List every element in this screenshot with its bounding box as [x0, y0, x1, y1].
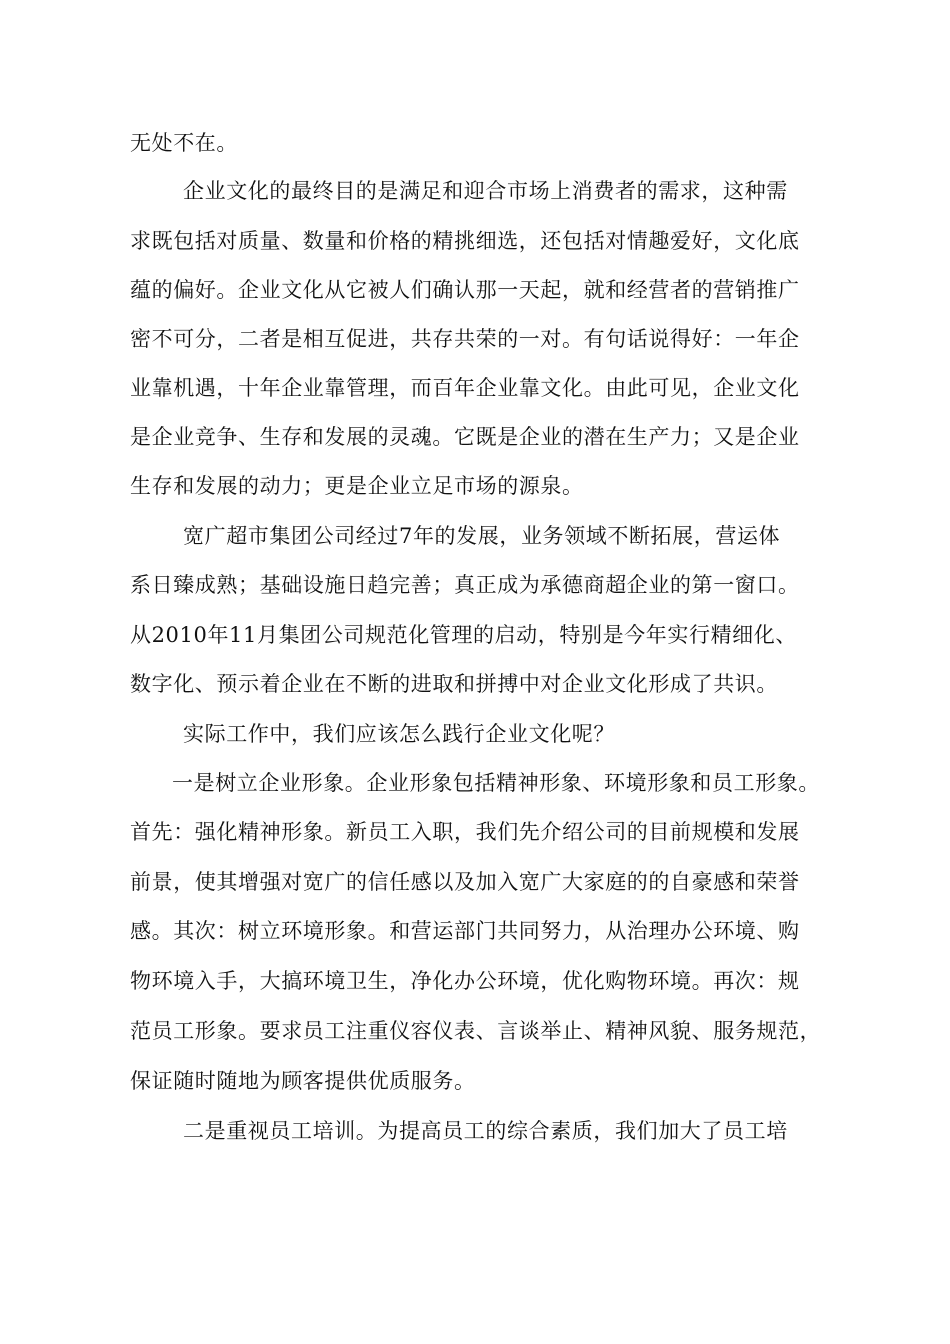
- text-line-1: 无处不在。: [130, 131, 238, 155]
- text-line-18: 物环境入手，大搞环境卫生，净化办公环境，优化购物环境。再次：规: [130, 969, 800, 993]
- text-line-7: 是企业竞争、生存和发展的灵魂。它既是企业的潜在生产力；又是企业: [130, 425, 800, 449]
- text-line-14: 一是树立企业形象。企业形象包括精神形象、环境形象和员工形象。: [172, 771, 820, 795]
- text-line-10: 系日臻成熟；基础设施日趋完善；真正成为承德商超企业的第一窗口。: [130, 573, 800, 597]
- text-line-8: 生存和发展的动力；更是企业立足市场的源泉。: [130, 474, 584, 498]
- text-line-9: 宽广超市集团公司经过7年的发展，业务领域不断拓展，营运体: [183, 524, 781, 548]
- text-line-17: 感。其次：树立环境形象。和营运部门共同努力，从治理办公环境、购: [130, 919, 800, 943]
- text-line-3: 求既包括对质量、数量和价格的精挑细选，还包括对情趣爱好，文化底: [130, 229, 800, 253]
- text-line-11: 从2010年11月集团公司规范化管理的启动，特别是今年实行精细化、: [130, 623, 797, 647]
- text-line-4: 蕴的偏好。企业文化从它被人们确认那一天起，就和经营者的营销推广: [130, 278, 800, 302]
- text-line-15: 首先：强化精神形象。新员工入职，我们先介绍公司的目前规模和发展: [130, 820, 800, 844]
- text-line-12: 数字化、预示着企业在不断的进取和拼搏中对企业文化形成了共识。: [130, 672, 778, 696]
- text-line-19: 范员工形象。要求员工注重仪容仪表、言谈举止、精神风貌、服务规范，: [130, 1019, 822, 1043]
- text-line-2: 企业文化的最终目的是满足和迎合市场上消费者的需求，这种需: [183, 179, 788, 203]
- text-line-5: 密不可分，二者是相互促进，共存共荣的一对。有句话说得好：一年企: [130, 327, 800, 351]
- text-line-16: 前景，使其增强对宽广的信任感以及加入宽广大家庭的的自豪感和荣誉: [130, 870, 800, 894]
- text-line-13: 实际工作中，我们应该怎么践行企业文化呢？: [183, 722, 615, 746]
- text-line-21: 二是重视员工培训。为提高员工的综合素质，我们加大了员工培: [183, 1119, 788, 1143]
- text-line-20: 保证随时随地为顾客提供优质服务。: [130, 1069, 476, 1093]
- text-line-6: 业靠机遇，十年企业靠管理，而百年企业靠文化。由此可见，企业文化: [130, 376, 800, 400]
